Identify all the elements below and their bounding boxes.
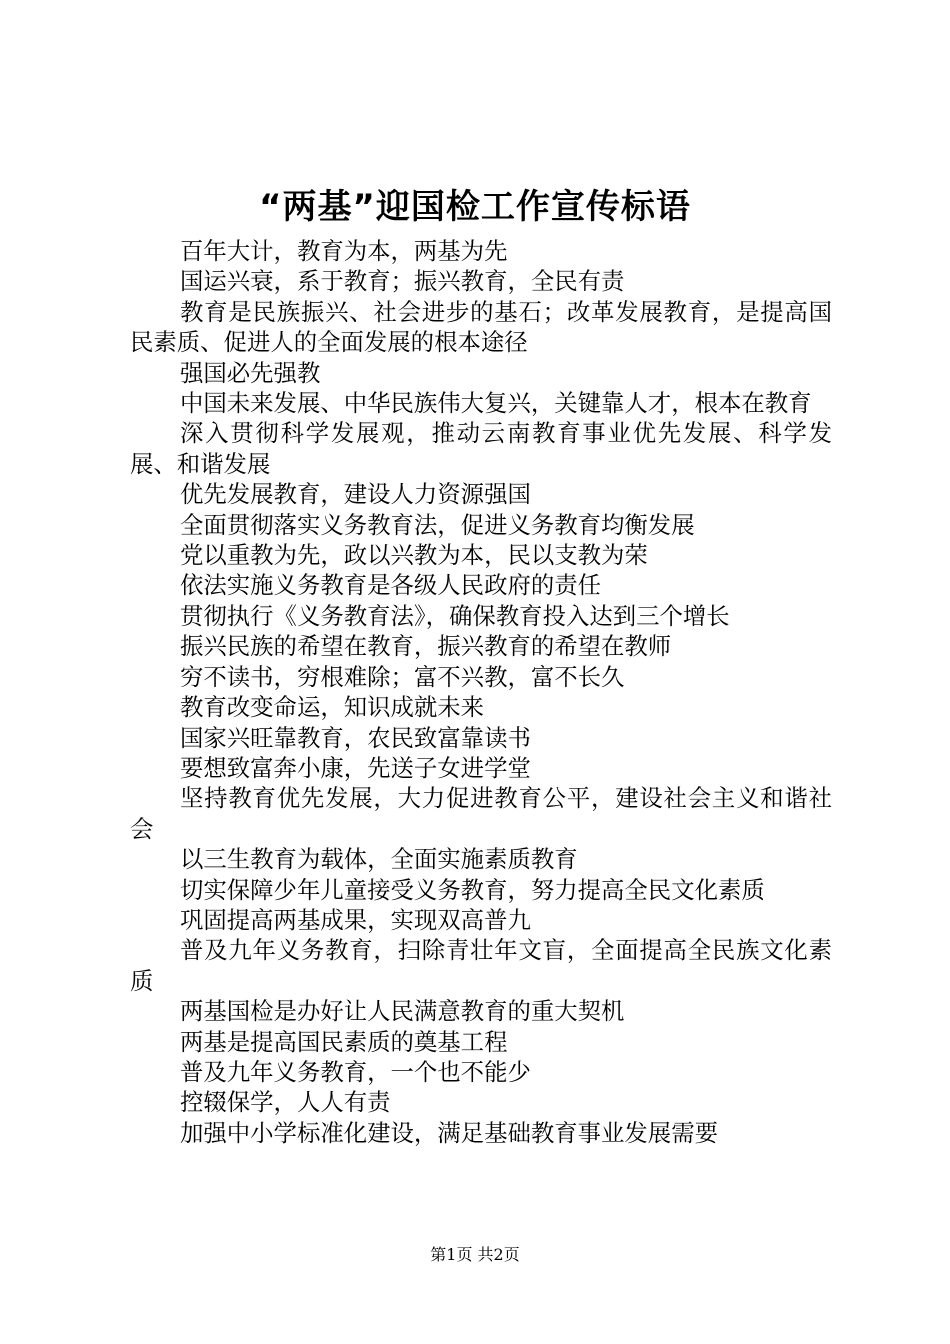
slogan-line: 要想致富奔小康，先送子女进学堂 [180, 753, 531, 782]
slogan-line: 坚持教育优先发展，大力促进教育公平，建设社会主义和谐社会 [130, 784, 832, 843]
slogan-line: 教育改变命运，知识成就未来 [180, 693, 485, 722]
page-total: 共2页 [477, 1245, 520, 1264]
slogan-line: 全面贯彻落实义务教育法，促进义务教育均衡发展 [180, 510, 695, 539]
slogan-line: 两基国检是办好让人民满意教育的重大契机 [180, 997, 625, 1026]
slogan-line: 穷不读书，穷根难除；富不兴教，富不长久 [180, 662, 625, 691]
slogan-line: 中国未来发展、中华民族伟大复兴，关键靠人才，根本在教育 [180, 389, 812, 418]
document-body [130, 236, 832, 1148]
slogan-line: 教育是民族振兴、社会进步的基石；改革发展教育，是提高国民素质、促进人的全面发展的根本途径 [130, 297, 832, 357]
slogan-line: 控辍保学，人人有责 [180, 1088, 391, 1117]
slogan-line: 两基是提高国民素质的奠基工程 [180, 1027, 508, 1056]
slogan-line: 深入贯彻科学发展观，推动云南教育事业优先发展、科学发展、和谐发展 [130, 419, 832, 478]
slogan-line: 加强中小学标准化建设，满足基础教育事业发展需要 [180, 1118, 718, 1147]
slogan-line: 党以重教为先，政以兴教为本，民以支教为荣 [180, 541, 648, 570]
page-footer [0, 1244, 950, 1266]
slogan-line: 国家兴旺靠教育，农民致富靠读书 [180, 723, 531, 752]
slogan-line: 普及九年义务教育，一个也不能少 [180, 1057, 531, 1086]
slogan-line: 振兴民族的希望在教育，振兴教育的希望在教师 [180, 632, 672, 661]
slogan-line: 国运兴衰，系于教育；振兴教育，全民有责 [180, 267, 625, 296]
document-title: “两基”迎国检工作宣传标语 [259, 187, 691, 227]
slogan-line: 切实保障少年儿童接受义务教育，努力提高全民文化素质 [180, 875, 765, 904]
slogan-line: 普及九年义务教育，扫除青壮年文盲，全面提高全民族文化素质 [130, 936, 832, 995]
slogan-line: 强国必先强教 [180, 358, 321, 387]
slogan-line: 优先发展教育，建设人力资源强国 [180, 480, 531, 509]
slogan-line: 百年大计，教育为本，两基为先 [180, 237, 508, 265]
page-number: 第1页 [430, 1245, 473, 1264]
slogan-line: 贯彻执行《义务教育法》，确保教育投入达到三个增长 [180, 601, 730, 630]
slogan-line: 巩固提高两基成果，实现双高普九 [180, 905, 531, 934]
slogan-line: 依法实施义务教育是各级人民政府的责任 [180, 571, 602, 600]
slogan-line: 以三生教育为载体，全面实施素质教育 [180, 845, 578, 874]
